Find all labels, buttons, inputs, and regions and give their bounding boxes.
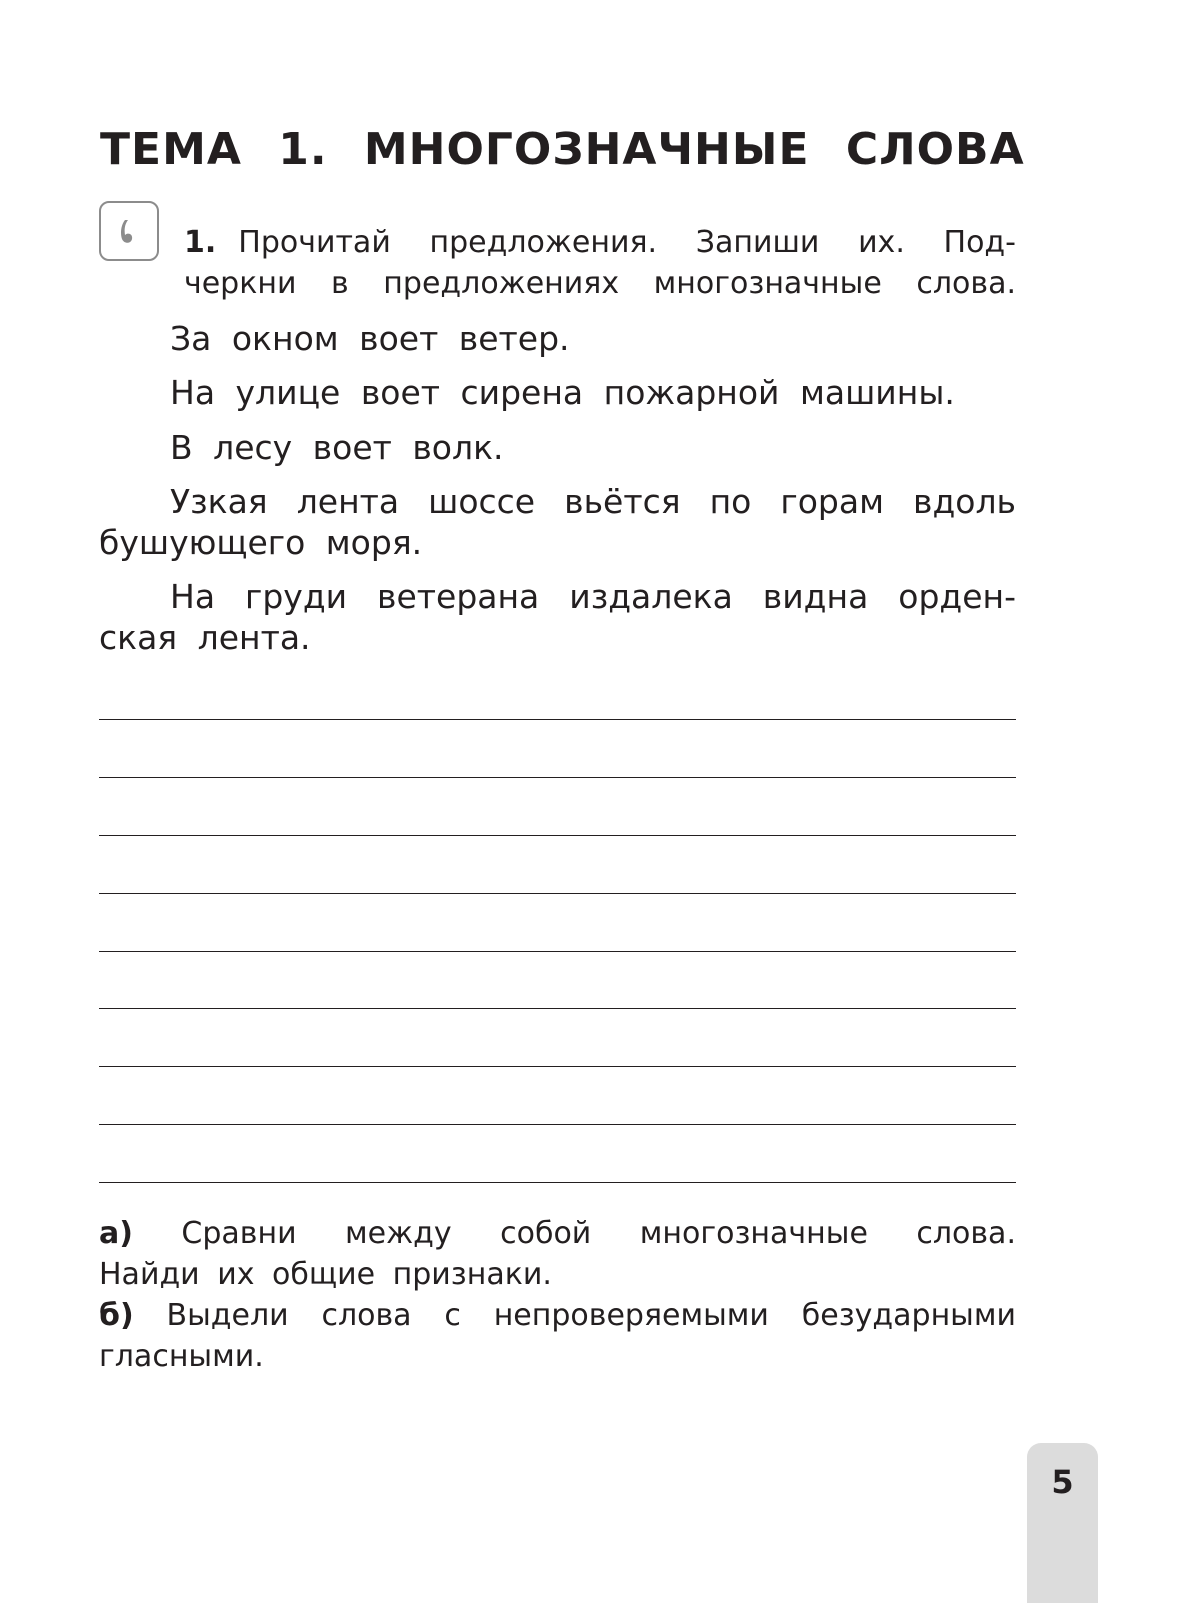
write-hand-icon bbox=[99, 201, 159, 261]
paragraph-1-line2: бушующего моря. bbox=[99, 523, 423, 562]
note-b-line2: гласными. bbox=[99, 1339, 264, 1374]
note-b bbox=[99, 1295, 1016, 1377]
paragraph-1-line1: Узкая лента шоссе вьётся по горам вдоль bbox=[170, 482, 1016, 521]
writing-line[interactable] bbox=[99, 1008, 1016, 1009]
page-number: 5 bbox=[1051, 1463, 1074, 1501]
sentence-2: На улице воет сирена пожарной машины. bbox=[170, 373, 955, 412]
task-number: 1. bbox=[184, 225, 217, 260]
paragraph-2-line2: ская лента. bbox=[99, 618, 311, 657]
paragraph-2-line1: На груди ветерана издалека видна орден- bbox=[170, 577, 1016, 616]
task-instruction-line1: Прочитай предложения. Запиши их. Под- bbox=[238, 225, 1016, 260]
note-a-line2: Найди их общие признаки. bbox=[99, 1257, 552, 1292]
writing-lines[interactable] bbox=[99, 660, 1016, 1190]
sentence-1: За окном воет ветер. bbox=[170, 319, 570, 358]
write-hand-glyph bbox=[101, 203, 157, 259]
paragraph-2 bbox=[99, 576, 1016, 658]
writing-line[interactable] bbox=[99, 1182, 1016, 1183]
sentence-3: В лесу воет волк. bbox=[170, 428, 504, 467]
note-a-label: а) bbox=[99, 1216, 133, 1251]
paragraph-1 bbox=[99, 481, 1016, 563]
writing-line[interactable] bbox=[99, 951, 1016, 952]
writing-line[interactable] bbox=[99, 1066, 1016, 1067]
writing-line[interactable] bbox=[99, 777, 1016, 778]
note-b-line1: Выдели слова с непроверяемыми безударными bbox=[166, 1298, 1016, 1333]
writing-line[interactable] bbox=[99, 1124, 1016, 1125]
note-a bbox=[99, 1213, 1016, 1295]
page-title: ТЕМА 1. МНОГОЗНАЧНЫЕ СЛОВА bbox=[100, 124, 1025, 175]
writing-line[interactable] bbox=[99, 893, 1016, 894]
writing-line[interactable] bbox=[99, 835, 1016, 836]
note-b-label: б) bbox=[99, 1298, 134, 1333]
task-instruction bbox=[184, 222, 1016, 304]
task-instruction-line2: черкни в предложениях многозначные слова. bbox=[184, 266, 1016, 301]
note-a-line1: Сравни между собой многозначные слова. bbox=[181, 1216, 1016, 1251]
writing-line[interactable] bbox=[99, 719, 1016, 720]
